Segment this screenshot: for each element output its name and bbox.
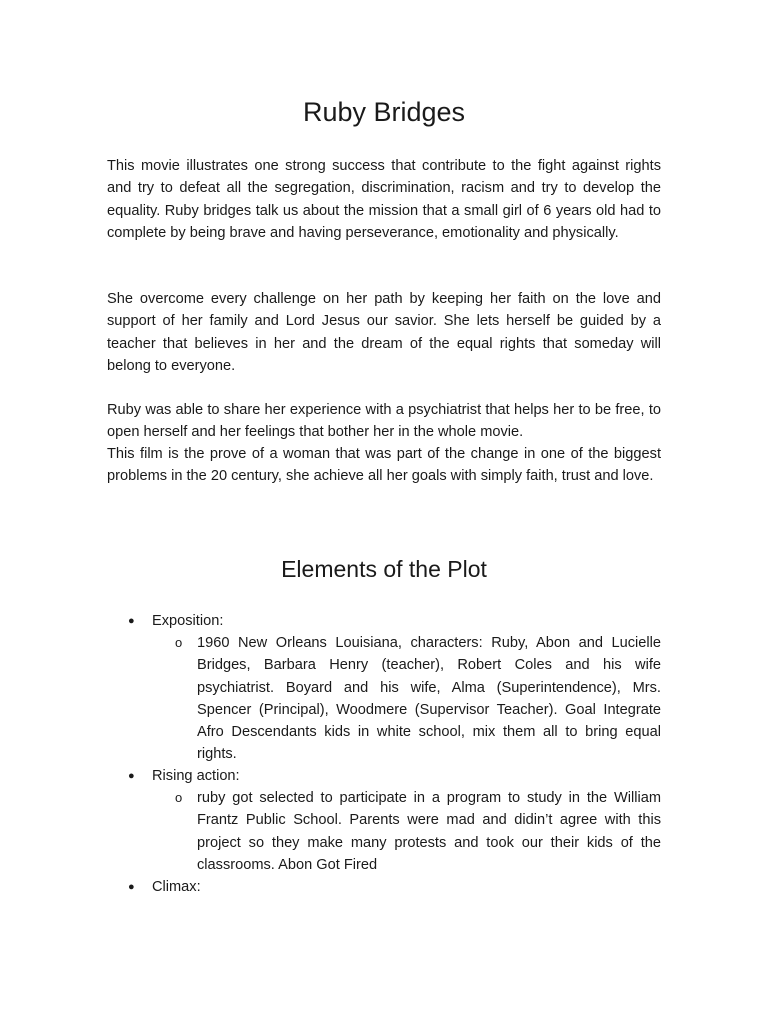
- plot-item-detail: ruby got selected to participate in a program to study in the William Frantz Public School. Parents were mad and didin’t agree with this project so they make many protests and took our their kids of the classrooms. Abon Got Fired: [197, 790, 661, 873]
- section-title: Elements of the Plot: [281, 556, 487, 582]
- paragraph-intro: This movie illustrates one strong success that contribute to the fight against rights and try to defeat all the segregation, discrimination, racism and try to develop the equality. Ruby bridges talk us about the mission that a small girl of 6 years old had to complete by being brave and having perseverance, emotionality and physically.: [107, 158, 661, 241]
- plot-item-label: Exposition:: [152, 613, 224, 629]
- plot-item-exposition-detail: [175, 632, 661, 766]
- plot-item-rising-action: [128, 765, 240, 787]
- sub-bullet-icon: o: [175, 635, 183, 650]
- plot-item-rising-action-detail: [175, 787, 661, 876]
- paragraph-psychiatrist: Ruby was able to share her experience with a psychiatrist that helps her to be free, to open herself and her feelings that bother her in the whole movie.: [107, 402, 661, 441]
- bullet-icon: ●: [128, 881, 135, 893]
- plot-item-detail: 1960 New Orleans Louisiana, characters: Ruby, Abon and Lucielle Bridges, Barbara Henry (teacher), Robert Coles and his wife psychiatrist. Boyard and his wife, Alma (Superintendence), Mrs. Spencer (Principal), Woodmere (Supervisor Teacher). Goal Integrate Afro Descendants kids in white school, mix them all to bring equal rights.: [197, 635, 661, 763]
- plot-item-label: Climax:: [152, 879, 201, 895]
- bullet-icon: ●: [128, 615, 135, 627]
- bullet-icon: ●: [128, 770, 135, 782]
- plot-item-climax: [128, 876, 201, 898]
- document-title: Ruby Bridges: [302, 97, 466, 127]
- plot-item-label: Rising action:: [152, 768, 240, 784]
- paragraph-conclusion: This film is the prove of a woman that was part of the change in one of the biggest problems in the 20 century, she achieve all her goals with simply faith, trust and love.: [107, 446, 661, 485]
- paragraph-challenges: She overcome every challenge on her path by keeping her faith on the love and support of her family and Lord Jesus our savior. She lets herself be guided by a teacher that believes in her and the dream of the equal rights that someday will belong to everyone.: [107, 291, 661, 374]
- sub-bullet-icon: o: [175, 790, 183, 805]
- plot-item-exposition: [128, 610, 223, 632]
